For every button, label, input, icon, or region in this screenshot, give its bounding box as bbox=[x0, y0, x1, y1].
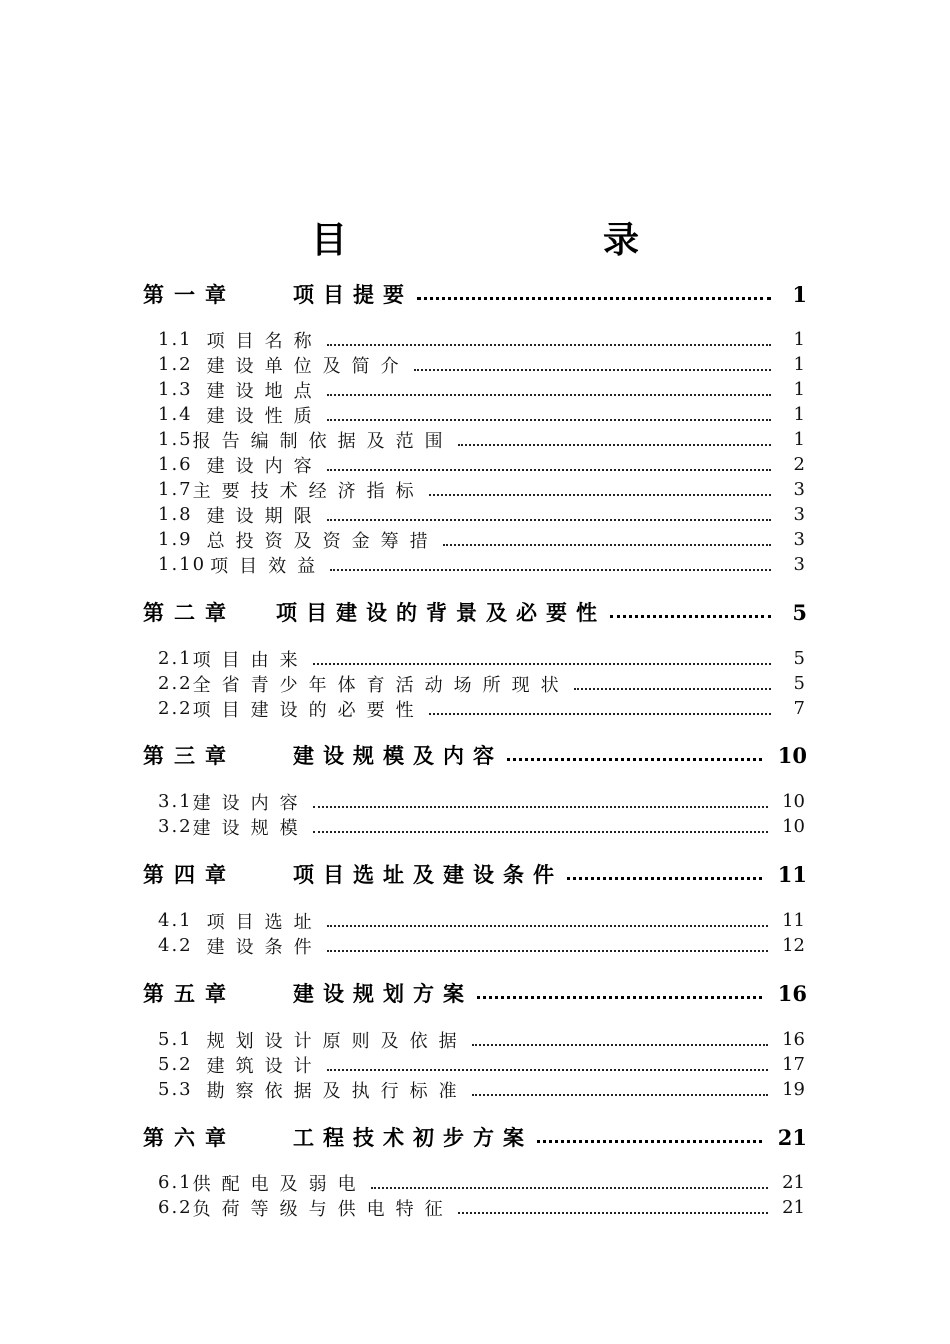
dot-leader bbox=[330, 569, 771, 571]
section-number: 1.3 bbox=[158, 379, 193, 400]
toc-chapter-1 bbox=[143, 278, 807, 310]
dot-leader bbox=[458, 444, 771, 446]
page-number: 3 bbox=[793, 479, 805, 500]
toc-section bbox=[158, 789, 805, 814]
section-title: 项目效益 bbox=[210, 555, 327, 577]
dot-leader bbox=[313, 663, 771, 665]
toc-section bbox=[158, 402, 805, 427]
toc-section bbox=[158, 1052, 805, 1077]
page-number: 17 bbox=[782, 1054, 805, 1075]
chapter-title: 建设规模及内容 bbox=[293, 743, 503, 768]
toc-section bbox=[158, 696, 805, 721]
section-title: 供配电及弱电 bbox=[192, 1173, 367, 1195]
dot-leader bbox=[327, 394, 771, 396]
section-title: 建设性质 bbox=[206, 405, 323, 427]
toc-chapter-2 bbox=[143, 596, 807, 628]
dot-leader bbox=[327, 419, 771, 421]
dot-leader bbox=[472, 1094, 768, 1096]
toc-section bbox=[158, 352, 805, 377]
section-number: 4.1 bbox=[158, 910, 193, 931]
section-number: 2.2 bbox=[158, 673, 193, 694]
toc-chapter-3 bbox=[143, 739, 807, 771]
toc-section bbox=[158, 1027, 805, 1052]
page-number: 11 bbox=[782, 910, 805, 931]
dot-leader bbox=[507, 758, 762, 761]
section-number: 1.5 bbox=[158, 429, 193, 450]
page-number: 12 bbox=[782, 935, 805, 956]
dot-leader bbox=[327, 950, 768, 952]
toc-section bbox=[158, 646, 805, 671]
section-number: 1.6 bbox=[158, 454, 193, 475]
section-number: 1.10 bbox=[158, 554, 207, 575]
dot-leader bbox=[537, 1140, 762, 1143]
toc-section bbox=[158, 1077, 805, 1102]
dot-leader bbox=[327, 469, 771, 471]
dot-leader bbox=[443, 544, 771, 546]
page-number: 1 bbox=[793, 379, 805, 400]
toc-section bbox=[158, 427, 805, 452]
page-number: 3 bbox=[793, 554, 805, 575]
section-number: 2.2 bbox=[158, 698, 193, 719]
page-number: 5 bbox=[793, 648, 805, 669]
section-number: 5.1 bbox=[158, 1029, 193, 1050]
page-number: 16 bbox=[782, 1029, 805, 1050]
toc-section bbox=[158, 814, 805, 839]
section-number: 5.2 bbox=[158, 1054, 193, 1075]
section-title: 项目由来 bbox=[192, 649, 309, 671]
section-number: 1.7 bbox=[158, 479, 193, 500]
section-number: 4.2 bbox=[158, 935, 193, 956]
toc-chapter-5 bbox=[143, 977, 807, 1009]
page-number: 1 bbox=[792, 281, 807, 307]
toc-section bbox=[158, 1170, 805, 1195]
dot-leader bbox=[567, 877, 762, 880]
chapter-title: 项目选址及建设条件 bbox=[293, 862, 563, 887]
section-title: 规划设计原则及依据 bbox=[206, 1030, 468, 1052]
page-number: 10 bbox=[782, 816, 805, 837]
page-number: 3 bbox=[793, 529, 805, 550]
toc-section bbox=[158, 933, 805, 958]
toc-section bbox=[158, 671, 805, 696]
page-number: 19 bbox=[782, 1079, 805, 1100]
chapter-title: 项目提要 bbox=[293, 282, 413, 307]
chapter-number: 第六章 bbox=[143, 1125, 236, 1150]
dot-leader bbox=[327, 925, 768, 927]
section-title: 建设内容 bbox=[192, 792, 309, 814]
toc-section bbox=[158, 1195, 805, 1220]
chapter-number: 第四章 bbox=[143, 862, 236, 887]
page-number: 1 bbox=[793, 329, 805, 350]
dot-leader bbox=[610, 615, 771, 618]
toc-section bbox=[158, 552, 805, 577]
dot-leader bbox=[472, 1044, 768, 1046]
dot-leader bbox=[417, 297, 771, 300]
section-number: 6.2 bbox=[158, 1197, 193, 1218]
section-number: 2.1 bbox=[158, 648, 193, 669]
page-number: 1 bbox=[793, 404, 805, 425]
toc-section bbox=[158, 327, 805, 352]
dot-leader bbox=[371, 1187, 768, 1189]
section-title: 建设地点 bbox=[206, 380, 323, 402]
section-number: 1.4 bbox=[158, 404, 193, 425]
section-title: 报告编制依据及范围 bbox=[192, 430, 454, 452]
section-title: 建设条件 bbox=[206, 936, 323, 958]
page-number: 10 bbox=[777, 742, 807, 768]
chapter-number: 第一章 bbox=[143, 282, 236, 307]
chapter-title: 项目建设的背景及必要性 bbox=[276, 600, 606, 625]
dot-leader bbox=[313, 806, 768, 808]
dot-leader bbox=[313, 831, 768, 833]
page-number: 11 bbox=[777, 861, 807, 887]
section-title: 全省青少年体育活动场所现状 bbox=[192, 674, 570, 696]
dot-leader bbox=[429, 713, 771, 715]
section-number: 1.8 bbox=[158, 504, 193, 525]
page-number: 1 bbox=[793, 354, 805, 375]
chapter-number: 第二章 bbox=[143, 600, 236, 625]
section-title: 项目名称 bbox=[206, 330, 323, 352]
dot-leader bbox=[574, 688, 771, 690]
section-number: 3.1 bbox=[158, 791, 193, 812]
page-number: 5 bbox=[793, 673, 805, 694]
page-number: 21 bbox=[782, 1172, 805, 1193]
page-number: 21 bbox=[777, 1124, 807, 1150]
section-title: 建筑设计 bbox=[206, 1055, 323, 1077]
section-title: 总投资及资金筹措 bbox=[206, 530, 439, 552]
page-number: 10 bbox=[782, 791, 805, 812]
dot-leader bbox=[458, 1212, 768, 1214]
section-title: 建设规模 bbox=[192, 817, 309, 839]
page-number: 2 bbox=[793, 454, 805, 475]
section-title: 项目选址 bbox=[206, 911, 323, 933]
chapter-title: 建设规划方案 bbox=[293, 981, 473, 1006]
section-title: 建设期限 bbox=[206, 505, 323, 527]
section-title: 主要技术经济指标 bbox=[192, 480, 425, 502]
page-number: 3 bbox=[793, 504, 805, 525]
section-title: 建设内容 bbox=[206, 455, 323, 477]
section-title: 勘察依据及执行标准 bbox=[206, 1080, 468, 1102]
dot-leader bbox=[327, 344, 771, 346]
dot-leader bbox=[327, 1069, 768, 1071]
dot-leader bbox=[414, 369, 771, 371]
chapter-title: 工程技术初步方案 bbox=[293, 1125, 533, 1150]
section-title: 项目建设的必要性 bbox=[192, 699, 425, 721]
section-number: 1.9 bbox=[158, 529, 193, 550]
section-title: 建设单位及简介 bbox=[206, 355, 410, 377]
toc-section bbox=[158, 908, 805, 933]
section-number: 6.1 bbox=[158, 1172, 193, 1193]
chapter-number: 第三章 bbox=[143, 743, 236, 768]
toc-section bbox=[158, 452, 805, 477]
section-number: 1.2 bbox=[158, 354, 193, 375]
page-number: 21 bbox=[782, 1197, 805, 1218]
toc-section bbox=[158, 477, 805, 502]
page-number: 1 bbox=[793, 429, 805, 450]
page-number: 5 bbox=[792, 599, 807, 625]
toc-section bbox=[158, 502, 805, 527]
section-number: 5.3 bbox=[158, 1079, 193, 1100]
toc-title: 目 录 bbox=[310, 218, 749, 261]
toc-section bbox=[158, 377, 805, 402]
toc-chapter-6 bbox=[143, 1121, 807, 1153]
page-number: 7 bbox=[793, 698, 805, 719]
chapter-number: 第五章 bbox=[143, 981, 236, 1006]
section-title: 负荷等级与供电特征 bbox=[192, 1198, 454, 1220]
dot-leader bbox=[477, 996, 762, 999]
dot-leader bbox=[327, 519, 771, 521]
section-number: 1.1 bbox=[158, 329, 193, 350]
toc-section bbox=[158, 527, 805, 552]
page-number: 16 bbox=[777, 980, 807, 1006]
section-number: 3.2 bbox=[158, 816, 193, 837]
toc-chapter-4 bbox=[143, 858, 807, 890]
dot-leader bbox=[429, 494, 771, 496]
